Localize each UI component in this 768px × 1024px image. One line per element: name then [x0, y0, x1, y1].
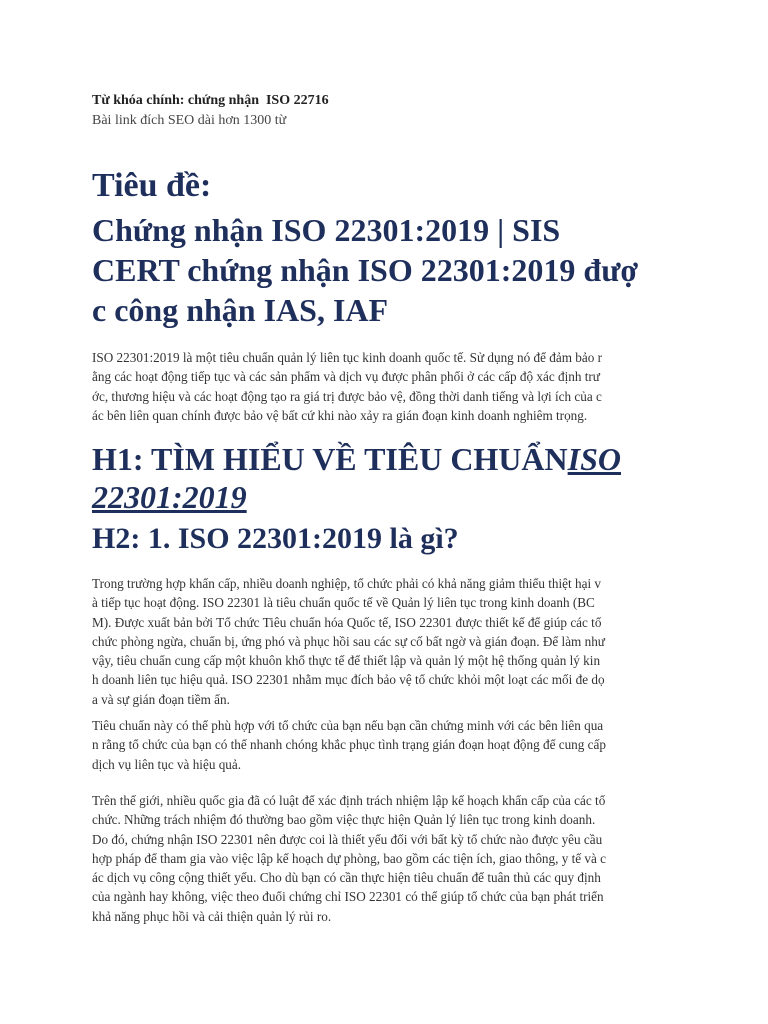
- text-line: khả năng phục hồi và cải thiện quản lý rủi ro.: [92, 908, 332, 924]
- text-line: của ngành hay không, việc theo đuổi chứng chỉ ISO 22301 có thể giúp tổ chức của bạn phát triển: [92, 889, 604, 905]
- body-paragraph-1: [92, 574, 678, 709]
- keyword-line: Từ khóa chính: chứng nhận ISO 22716: [92, 93, 329, 108]
- text-line: Do đó, chứng nhận ISO 22301 nên được coi là thiết yếu đối với bất kỳ tổ chức nào được yêu cầu: [92, 831, 603, 847]
- text-line: Tiêu chuẩn này có thể phù hợp với tổ chức của bạn nếu bạn cần chứng minh với các bên liên qua: [92, 718, 604, 733]
- text-line: ác dịch vụ công cộng thiết yếu. Cho dù bạn có cần thực hiện tiêu chuẩn để tuân thủ các quy định: [92, 870, 601, 886]
- text-line: ISO 22301:2019 là một tiêu chuẩn quản lý liên tục kinh doanh quốc tế. Sử dụng nó để đảm bảo r: [92, 350, 603, 365]
- h2-heading-text: ISO 22301:2019 là gì?: [170, 522, 459, 555]
- text-line: chức. Những trách nhiệm đó thường bao gồm việc thực hiện Quản lý liên tục trong kinh doanh.: [92, 812, 596, 828]
- text-line: dịch vụ liên tục và hiệu quả.: [92, 756, 242, 772]
- text-line: ác bên liên quan chính được bảo vệ bất cứ khi nào xảy ra gián đoạn kinh doanh nghiêm trọng.: [92, 407, 588, 423]
- text-line: à tiếp tục hoạt động. ISO 22301 là tiêu chuẩn quốc tế về Quản lý liên tục trong kinh doanh (BC: [92, 595, 595, 611]
- text-line: n rằng tổ chức của bạn có thể nhanh chóng khắc phục tình trạng gián đoạn hoạt động để cung cấp: [92, 737, 606, 753]
- seo-note-line: Bài link đích SEO dài hơn 1300 từ: [92, 113, 287, 128]
- text-line: hợp pháp để tham gia vào việc lập kế hoạch dự phòng, bao gồm các tiện ích, giao thông, y tế và c: [92, 850, 606, 866]
- body-paragraph-2: [92, 716, 678, 774]
- text-line: M). Được xuất bản bởi Tổ chức Tiêu chuẩn hóa Quốc tế, ISO 22301 được thiết kế để giúp các tổ: [92, 614, 602, 630]
- text-line: h doanh liên tục hiệu quả. ISO 22301 nhằm mục đích bảo vệ tổ chức khỏi một loạt các mối đe dọ: [92, 672, 605, 688]
- text-line: chức phòng ngừa, chuẩn bị, ứng phó và phục hồi sau các sự cố bất ngờ và gián đoạn. Để làm như: [92, 633, 605, 649]
- main-title: [92, 210, 680, 330]
- h1-link-part1: ISO: [567, 441, 621, 477]
- h2-heading-prefix: H2: 1.: [92, 522, 171, 555]
- text-line: vậy, tiêu chuẩn cung cấp một khuôn khổ thực tế để thiết lập và quản lý một hệ thống quản lý kin: [92, 653, 601, 669]
- text-line: a và sự gián đoạn tiềm ẩn.: [92, 691, 230, 707]
- text-line: ớc, thương hiệu và các hoạt động tạo ra giá trị được bảo vệ, đồng thời danh tiếng và lợi ích của c: [92, 388, 602, 404]
- intro-paragraph: [92, 348, 678, 425]
- text-line: Trên thế giới, nhiều quốc gia đã có luật để xác định trách nhiệm lập kế hoạch khẩn cấp của các tổ: [92, 793, 606, 808]
- text-line: Trong trường hợp khẩn cấp, nhiều doanh nghiệp, tổ chức phải có khả năng giảm thiểu thiệt hại v: [92, 576, 601, 591]
- h1-heading: [92, 440, 692, 516]
- h1-heading-text: H1: TÌM HIỂU VỀ TIÊU CHUẨN: [92, 441, 568, 477]
- main-title-line: c công nhận IAS, IAF: [92, 292, 389, 328]
- h1-link-part2: 22301:2019: [92, 479, 247, 515]
- title-label: Tiêu đề:: [92, 167, 212, 204]
- h2-heading: [92, 520, 459, 558]
- text-line: ằng các hoạt động tiếp tục và các sản phẩm và dịch vụ được phân phối ở các cấp độ xác định trư: [92, 369, 600, 385]
- body-paragraph-3: [92, 791, 678, 926]
- main-title-line: Chứng nhận ISO 22301:2019 | SIS: [92, 212, 561, 248]
- main-title-line: CERT chứng nhận ISO 22301:2019 đượ: [92, 252, 639, 288]
